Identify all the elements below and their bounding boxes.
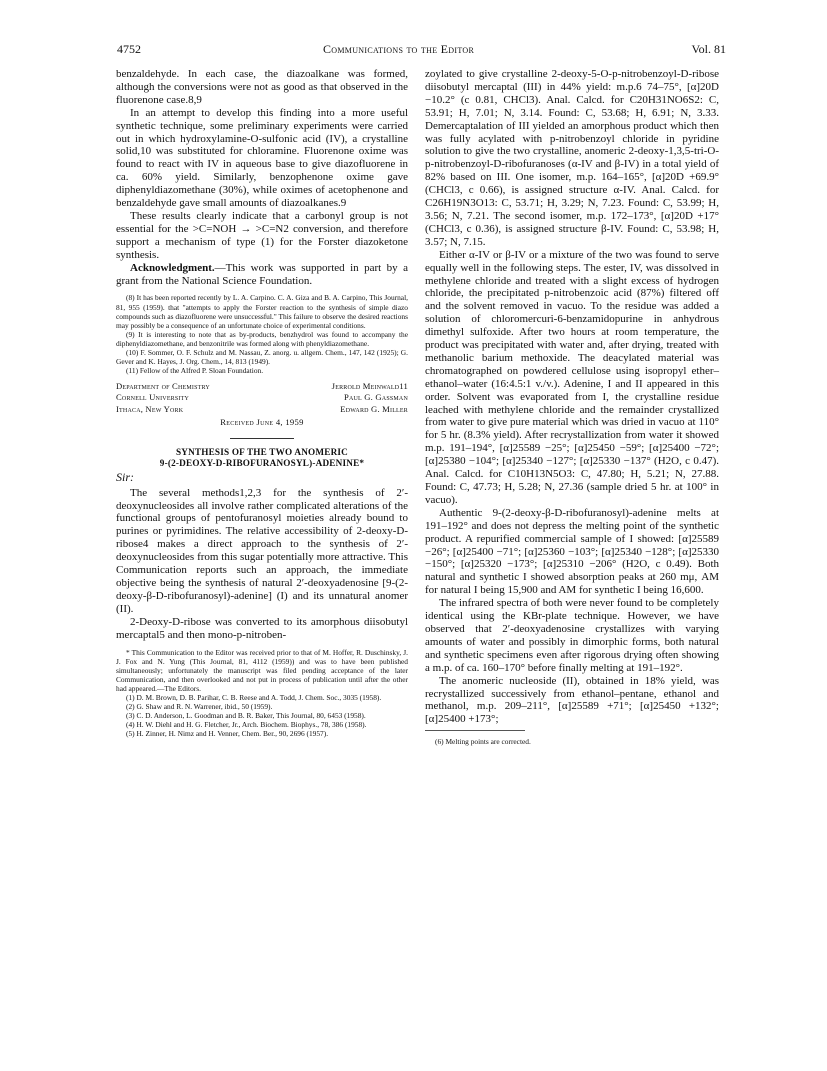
article-footnotes (116, 648, 408, 739)
left-column (116, 68, 408, 738)
footnote-rule (425, 730, 525, 731)
affiliation-block (116, 381, 408, 415)
volume-label: Vol. 81 (691, 42, 726, 56)
paragraph: The several methods1,2,3 for the synthesis of 2′-deoxynucleosides all involve rather complicated alterations of the functional groups of pentofuranosyl moieties already bound to purines or pyrimidines. The relative accessibility of 2-deoxy-D-ribose4 makes a direct approach to the synthesis of 2′-deoxynucleosides from this sugar potentially more attractive. This Communication reports such an approach, the immediate objective being the synthesis of natural 2′-deoxyadenosine [9-(2-deoxy-β-D-ribofuranosyl)-adenine] (I) and its unnatural anomer (II). (116, 486, 408, 615)
footnote: (4) H. W. Diehl and H. G. Fletcher, Jr., Arch. Biochem. Biophys., 78, 386 (1958). (126, 720, 367, 730)
footnotes (425, 737, 719, 746)
acknowledgment-text: —This work was supported in part by a grant from the National Science Foundation. (116, 261, 408, 287)
footnote: (1) D. M. Brown, D. B. Parihar, C. B. Reese and A. Todd, J. Chem. Soc., 3035 (1958). (126, 693, 382, 703)
salutation: Sir: (116, 469, 134, 484)
paragraph: zoylated to give crystalline 2-deoxy-5-O-p-nitrobenzoyl-D-ribose diisobutyl mercaptal (III) in 44% yield: m.p.6 74–75°, [α]20D −10.2° (c 0.81, CHCl3). Anal. Calcd. for C20H31NO6S2: C, 53.91; H, 7.01; N, 3.14. Found: C, 53.68; H, 6.91; N, 3.33. Demercaptalation of III yielded an amorphous product which then was fully acylated with p-nitrobenzoyl chloride in pyridine solution to give the two crystalline, anomeric 2-deoxy-1,3,5-tri-O-p-nitrobenzoyl-D-ribofuranoses (α-IV and β-IV) in a total yield of 82% based on III. One isomer, m.p. 164–165°, [α]20D +69.9° (CHCl3, c 0.66), is assigned structure α-IV. Anal. Calcd. for C26H19N3O13: C, 53.71; H, 3.29; N, 7.23. Found: C, 53.99; H, 3.56; N, 7.21. The second isomer, m.p. 172–173°, [α]20D +17° (CHCl3, c 0.36), is assigned structure β-IV. Found: C, 53.98; H, 3.57; N, 7.15. (425, 68, 719, 248)
received-date: Received June 4, 1959 (220, 416, 304, 427)
page-header (117, 42, 726, 58)
footnote: (11) Fellow of the Alfred P. Sloan Foundation. (126, 366, 264, 376)
acknowledgment-label: Acknowledgment. (130, 261, 215, 274)
paragraph: In an attempt to develop this finding into a more useful synthetic technique, some preliminary experiments were carried out in which hydroxylamine-O-sulfonic acid (IV), a crystalline solid,10 was substituted for chloramine. Fluorenone oxime was found to react with IV in aqueous base to give diazofluorene in ca. 60% yield. Similarly, benzophenone oxime gave diphenyldiazomethane (30%), while oximes of acetophenone and benzaldehyde gave small amounts of diazoalkanes.9 (116, 106, 408, 210)
acknowledgment (116, 262, 408, 288)
footnote: (2) G. Shaw and R. N. Warrener, ibid., 50 (1959). (126, 702, 273, 712)
paragraph: Either α-IV or β-IV or a mixture of the two was found to serve equally well in the following steps. The ester, IV, was dissolved in methylene chloride and treated with a slight excess of hydrogen chloride, the precipitated p-nitrobenzoic acid (87%) filtered off and the solvent removed in vacuo. To the residue was added a solution of chloromercuri-6-benzamidopurine in anhydrous dimethyl sulfoxide. After two hours at room temperature, the product was precipitated with water and, after drying, treated with methanolic barium methoxide. The deacylated material was chromatographed on powdered cellulose using isopropyl ether–ethanol–water (16:4.5:1 v./v.). Adenine, I and II appeared in this order. Solvent was evaporated from I, the crystalline residue leached with methylene chloride and the remainder crystallized from water to give pure material which was dried in vacuo at 110° for 5 hr. (8.3% yield). After recrystallization from water it showed m.p. 191–194°, [α]25589 −25°; [α]25450 −59°; [α]25400 −72°; [α]25380 −104°; [α]25340 −127°; [α]25330 −137° (H2O, c 0.47). Anal. Calcd. for C10H13N5O3: C, 47.80; H, 5.21; N, 27.88. Found: C, 47.73; H, 5.28; N, 27.36 (sample dried 5 hr. at 100° in vacuo). (425, 248, 719, 506)
footnote: (8) It has been reported recently by L. A. Carpino. C. A. Giza and B. A. Carpino, This Journal, 81, 955 (1959). that "attempts to apply the Forster reaction to the synthesis of simple diazo compounds such as diazofluorene were unsuccessful." This failure to observe the desired reactions may possibly be a consequence of an unfortunate choice of experimental conditions. (116, 293, 408, 330)
footnote: (6) Melting points are corrected. (435, 737, 531, 747)
paragraph: Authentic 9-(2-deoxy-β-D-ribofuranosyl)-adenine melts at 191–192° and does not depress the melting point of the synthetic product. A repurified commercial sample of I showed: [α]25589 −26°; [α]25400 −71°; [α]25360 −103°; [α]25340 −128°; [α]25330 −150°; [α]25320 −173°; [α]25310 −206° (H2O, c 0.49). Both natural and synthetic I showed absorption peaks at 260 mμ, AM for natural I being 15,900 and AM for synthetic I being 16,600. (425, 506, 719, 597)
author-name: Paul G. Gassman (344, 392, 408, 403)
footnote: (9) It is interesting to note that as by-products, benzhydrol was found to accompany the diphenyldiazomethane, and benzonitrile was formed along with phenyldiazomethane. (116, 329, 408, 348)
paragraph: 2-Deoxy-D-ribose was converted to its amorphous diisobutyl mercaptal5 and then mono-p-nitroben- (116, 615, 408, 641)
paragraph: The infrared spectra of both were never found to be completely identical using the KBr-plate technique. However, we have observed that 2′-deoxyadenosine crystallizes with varying amounts of water and possibly in dimorphic forms, both natural and synthetic specimens even after rigorous drying often showing a m.p. of ca. 160–170° before finally melting at 191–192°. (425, 597, 719, 674)
department: Department of Chemistry (116, 381, 210, 392)
paragraph: These results clearly indicate that a carbonyl group is not essential for the >C=NOH → >C=N2 conversion, and therefore support a mechanism of type (1) for the Forster diazoketone synthesis. (116, 209, 408, 261)
article-title-line: SYNTHESIS OF THE TWO ANOMERIC (175, 446, 349, 457)
running-title: Communications to the Editor (323, 42, 475, 56)
page-number: 4752 (117, 42, 141, 56)
city: Ithaca, New York (116, 403, 184, 414)
footnote: (5) H. Zinner, H. Nimz and H. Venner, Chem. Ber., 90, 2696 (1957). (126, 729, 329, 739)
author-name: Edward G. Miller (340, 403, 408, 414)
footnotes (116, 293, 408, 375)
paragraph: benzaldehyde. In each case, the diazoalkane was formed, although the conversions were not as good as that observed in the fluorenone case.8,9 (116, 68, 408, 106)
right-column (425, 68, 719, 746)
footnote: (10) F. Sommer, O. F. Schulz and M. Nassau, Z. anorg. u. allgem. Chem., 147, 142 (1925); G. Gever and K. Hayes, J. Org. Chem., 14, 813 (1949). (116, 347, 408, 367)
section-divider (230, 438, 294, 439)
article-title (116, 447, 408, 469)
footnote: (3) C. D. Anderson, L. Goodman and B. R. Baker, This Journal, 80, 6453 (1958). (126, 711, 366, 721)
paragraph: The anomeric nucleoside (II), obtained in 18% yield, was recrystallized successively from ethanol–pentane, ethanol and methanol, m.p. 209–211°, [α]25589 +71°; [α]25450 +132°; [α]25400 +173°; (425, 674, 719, 726)
footnote: * This Communication to the Editor was received prior to that of M. Hoffer, R. Duschinsky, J. J. Fox and N. Yung (This Journal, 81, 4112 (1959)) and was to have been published simultaneously; unfortunately the manuscript was filed pending acceptance of the later Communication, and then overlooked and not put in process of publication until after the other had appeared.—The Editors. (116, 647, 408, 693)
author-name: Jerrold Meinwald11 (331, 381, 408, 392)
article-title-line: 9-(2-DEOXY-D-RIBOFURANOSYL)-ADENINE* (159, 457, 365, 468)
university: Cornell University (116, 392, 190, 403)
